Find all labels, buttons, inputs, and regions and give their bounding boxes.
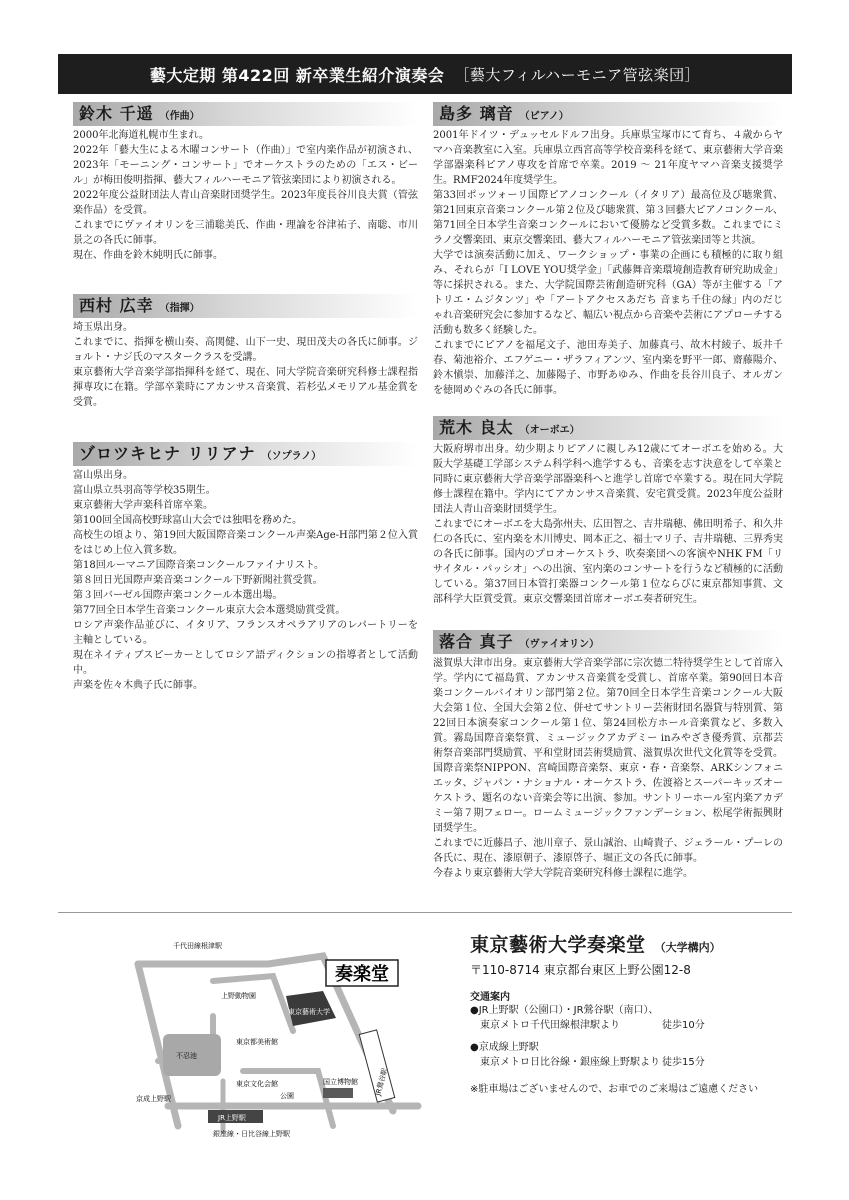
bio-paragraph: ロシア声楽作品並びに、イタリア、フランスオペラアリアのレパートリーを主軸としている。: [73, 620, 418, 646]
bio-paragraph: 大学では演奏活動に加え、ワークショップ・事業の企画にも積極的に取り組み、それらが「I LOVE YOU奨学金」「武藤舞音楽環境創造教育研究助成金」等に採択される。また、大学院国際芸術創造研究科（GA）等が主催する「アトリエ・ムジタンツ」や「アートアクセスあだち 音まち千住の縁」内のだじゃれ音楽研究会に参加するなど、幅広い視点から音楽や芸術にアプローチする活動も数多く経験した。: [433, 250, 783, 336]
museum-block: [323, 1088, 353, 1098]
performer-header: [433, 630, 783, 654]
performer-bio: [73, 320, 418, 410]
label-ueno-zoo: 上野動物園: [221, 992, 256, 1000]
bio-paragraph: 第77回全日本学生音楽コンクール東京大会本選奨励賞受賞。: [73, 605, 346, 616]
route-line: 東京メトロ千代田線根津駅より: [480, 1020, 620, 1031]
bio-paragraph: 今春より東京藝術大学大学院音楽研究科修士課程に進学。: [433, 868, 693, 879]
bio-paragraph: これまでに近藤昌子、池川章子、景山誠治、山崎貴子、ジェラール・プーレの各氏に、現在、漆原朝子、漆原啓子、堀正文の各氏に師事。: [433, 838, 783, 864]
bio-paragraph: 声楽を佐々木典子氏に師事。: [73, 680, 203, 691]
performer-header: [73, 294, 418, 318]
access-route: [470, 1040, 790, 1070]
bio-paragraph: 国際音楽祭NIPPON、宮崎国際音楽祭、東京・春・音楽祭、ARKシンフォニエッタ、ジャパン・ナショナル・オーケストラ、佐渡裕とスーパーキッズオーケストラ、題名のない音楽会等に出演、参加。サントリーホール室内楽アカデミー第７期フェロー。ロームミュージックファンデーション、松尾学術振興財団奨学生。: [433, 763, 783, 834]
bio-paragraph: 東京藝術大学音楽学部指揮科を経て、現在、同大学院音楽研究科修士課程指揮専攻に在籍。学部卒業時にアカンサス音楽賞、若杉弘メモリアル基金賞を受賞。: [73, 367, 418, 408]
performer-profile: [433, 102, 783, 398]
bio-paragraph: 第３回バーゼル国際声楽コンクール本選出場。: [73, 590, 283, 601]
bio-paragraph: 埼玉県出身。: [73, 322, 133, 333]
venue-info: [470, 930, 790, 1095]
performer-name: 荒木 良太: [439, 418, 514, 437]
performer-role: （指揮）: [159, 303, 200, 314]
performer-profile: [433, 630, 783, 881]
bio-paragraph: 2000年北海道札幌市生まれ。: [73, 130, 210, 141]
performer-header: [73, 442, 418, 466]
performer-name: 西村 広幸: [79, 296, 154, 315]
label-geidai: 東京藝術大学: [288, 1008, 330, 1016]
performer-bio: [433, 128, 783, 398]
performer-name: 鈴木 千遥: [79, 104, 154, 123]
bio-paragraph: これまでに、指揮を横山奏、高関健、山下一史、現田茂夫の各氏に師事。ジョルト・ナジ氏のマスタークラスを受講。: [73, 337, 418, 363]
bio-paragraph: 現在ネイティブスピーカーとしてロシア語ディクションの指導者として活動中。: [73, 650, 418, 676]
performer-name: ゾロツキヒナ リリアナ: [79, 444, 256, 463]
performer-role: （作曲）: [159, 111, 200, 122]
venue-address: 〒110-8714 東京都台東区上野公園12-8: [470, 963, 691, 977]
orchestra-name: ［藝大フィルハーモニア管弦楽団］: [454, 65, 701, 84]
performer-bio: [433, 442, 783, 607]
performer-header: [433, 102, 783, 126]
performer-profile: [73, 442, 418, 693]
venue-label: 奏楽堂: [335, 964, 389, 985]
performer-role: （ヴァイオリン）: [519, 639, 600, 650]
performer-name: 落合 真子: [439, 632, 514, 651]
route-line: 東京メトロ日比谷線・銀座線上野駅より: [480, 1057, 660, 1068]
label-bijutsukan: 東京都美術館: [236, 1038, 278, 1046]
performer-bio: [73, 128, 418, 263]
bio-paragraph: これまでにピアノを福尾文子、池田寿美子、加藤真弓、故木村綾子、坂井千春、菊池裕介、エフゲニー・ザラフィアンツ、室内楽を野平一郎、齋藤陽介、鈴木愼崇、加藤洋之、加藤陽子、市野あゆみ、作曲を長谷川良子、オルガンを徳岡めぐみの各氏に師事。: [433, 340, 783, 396]
section-divider: [58, 912, 792, 913]
performer-bio: [433, 656, 783, 881]
venue-name: 東京藝術大学奏楽堂: [470, 934, 646, 956]
performer-bio: [73, 468, 418, 693]
bio-paragraph: 現在、作曲を鈴木純明氏に師事。: [73, 250, 223, 261]
label-nezu: 千代田線根津駅: [173, 942, 222, 950]
performer-profile: [73, 294, 418, 410]
bio-paragraph: 富山県立呉羽高等学校35期生。: [73, 485, 216, 496]
label-keisei: 京成上野駅: [136, 1095, 171, 1103]
bio-paragraph: 第100回全国高校野球富山大会では独唱を務めた。: [73, 515, 303, 526]
label-koen: 公園: [280, 1092, 294, 1100]
label-bunka-kaikan: 東京文化会館: [236, 1080, 278, 1088]
bio-paragraph: 2001年ドイツ・デュッセルドルフ出身。兵庫県宝塚市にて育ち、４歳からヤマハ音楽教室に入室。兵庫県立西宮高等学校音楽科を経て、東京藝術大学音楽学部器楽科ピアノ専攻を首席で卒業。2019 ～ 21年度ヤマハ音楽支援奨学生。RMF2024年度奨学生。: [433, 130, 783, 186]
access-title: 交通案内: [470, 992, 510, 1003]
label-kokuritsu: 国立博物館: [323, 1078, 358, 1086]
route-time: 徒歩10分: [662, 1020, 705, 1031]
performer-name: 島多 璃音: [439, 104, 514, 123]
bio-paragraph: 富山県出身。: [73, 470, 133, 481]
performer-header: [433, 416, 783, 440]
label-metro: 銀座線・日比谷線上野駅: [213, 1130, 290, 1138]
bio-paragraph: これまでにヴァイオリンを三浦聡美氏、作曲・理論を谷津祐子、南聡、市川景之の各氏に師事。: [73, 220, 418, 246]
label-shinobazu: 不忍池: [176, 1052, 197, 1060]
bio-paragraph: 2022年度公益財団法人青山音楽財団奨学生。2023年度長谷川良夫賞（管弦楽作品）を受賞。: [73, 190, 418, 216]
bio-paragraph: 第33回ポッツォーリ国際ピアノコンクール（イタリア）最高位及び聴衆賞、第21回東京音楽コンクール第２位及び聴衆賞、第３回藝大ピアノコンクール、第71回全日本学生音楽コンクールにおいて優勝など受賞多数。これまでにミラノ交響楽団、東京交響楽団、藝大フィルハーモニア管弦楽団等と共演。: [433, 190, 783, 246]
bio-paragraph: 東京藝術大学声楽科首席卒業。: [73, 500, 213, 511]
venue-subtitle: （大学構内）: [654, 941, 721, 954]
performer-profile: [73, 102, 418, 263]
concert-title-banner: [58, 54, 792, 94]
access-route: [470, 1003, 790, 1033]
access-map: [118, 936, 433, 1141]
route-line: ●京成線上野駅: [470, 1042, 539, 1053]
bio-paragraph: 滋賀県大津市出身。東京藝術大学音楽学部に宗次德二特待奨学生として首席入学。学内にて福島賞、アカンサス音楽賞を受賞し、首席卒業。第90回日本音楽コンクールバイオリン部門第２位。第70回全日本学生音楽コンクール大阪大会第１位、全国大会第２位、併せてサントリー芸術財団名器貸与特別賞、第22回日本演奏家コンクール第１位、第24回松方ホール音楽賞など、多数入賞。霧島国際音楽祭賞、ミュージックアカデミー inみやざき優秀賞、京都芸術祭音楽部門奨励賞、平和堂財団芸術奨励賞、滋賀県次世代文化賞等を受賞。: [433, 658, 783, 759]
bio-paragraph: 第８回日光国際声楽音楽コンクール下野新聞社賞受賞。: [73, 575, 323, 586]
label-uguisudani: JR鶯谷駅: [374, 1067, 390, 1097]
bio-paragraph: 高校生の頃より、第19回大阪国際音楽コンクール声楽Age-H部門第２位入賞をはじめ上位入賞多数。: [73, 530, 418, 556]
performer-role: （オーボエ）: [519, 425, 580, 436]
concert-title: 藝大定期 第422回 新卒業生紹介演奏会: [149, 65, 445, 85]
bio-paragraph: 2022年「藝大生による木曜コンサート（作曲）」で室内楽作品が初演され、2023年「モーニング・コンサート」でオーケストラのための「エス・ビール」が梅田俊明指揮、藝大フィルハーモニア管弦楽団により初演される。: [73, 145, 418, 186]
route-time: 徒歩15分: [662, 1057, 705, 1068]
label-ueno-station: JR上野駅: [218, 1114, 246, 1122]
performer-header: [73, 102, 418, 126]
parking-note: ※駐車場はございませんので、お車でのご来場はご遠慮ください: [470, 1084, 759, 1095]
bio-paragraph: 大阪府堺市出身。幼少期よりピアノに親しみ12歳にてオーボエを始める。大阪大学基礎工学部システム科学科へ進学するも、音楽を志す決意をして卒業と同時に東京藝術大学音楽学部器楽科へと進学し首席で卒業する。現在同大学院修士課程在籍中。学内にてアカンサス音楽賞、安宅賞受賞。2023年度公益財団法人青山音楽財団奨学生。: [433, 444, 783, 515]
bio-paragraph: 第18回ルーマニア国際音楽コンクールファイナリスト。: [73, 560, 325, 571]
performer-role: （ピアノ）: [519, 111, 569, 122]
performer-role: （ソプラノ）: [261, 451, 322, 462]
route-line: ●JR上野駅（公園口）・JR鶯谷駅（南口）、: [470, 1005, 659, 1016]
bio-paragraph: これまでにオーボエを大島弥州夫、広田智之、吉井瑞穂、佛田明希子、和久井仁の各氏に、室内楽を木川博史、岡本正之、福士マリ子、吉井瑞穂、三界秀実の各氏に師事。国内のプロオーケストラ、吹奏楽団への客演やNHK FM「リサイタル・パッシオ」への出演、室内楽のコンサートを行うなど積極的に活動している。第37回日本管打楽器コンクール第１位ならびに東京都知事賞、文部科学大臣賞受賞。東京交響楽団首席オーボエ奏者研究生。: [433, 519, 783, 605]
performer-profile: [433, 416, 783, 607]
